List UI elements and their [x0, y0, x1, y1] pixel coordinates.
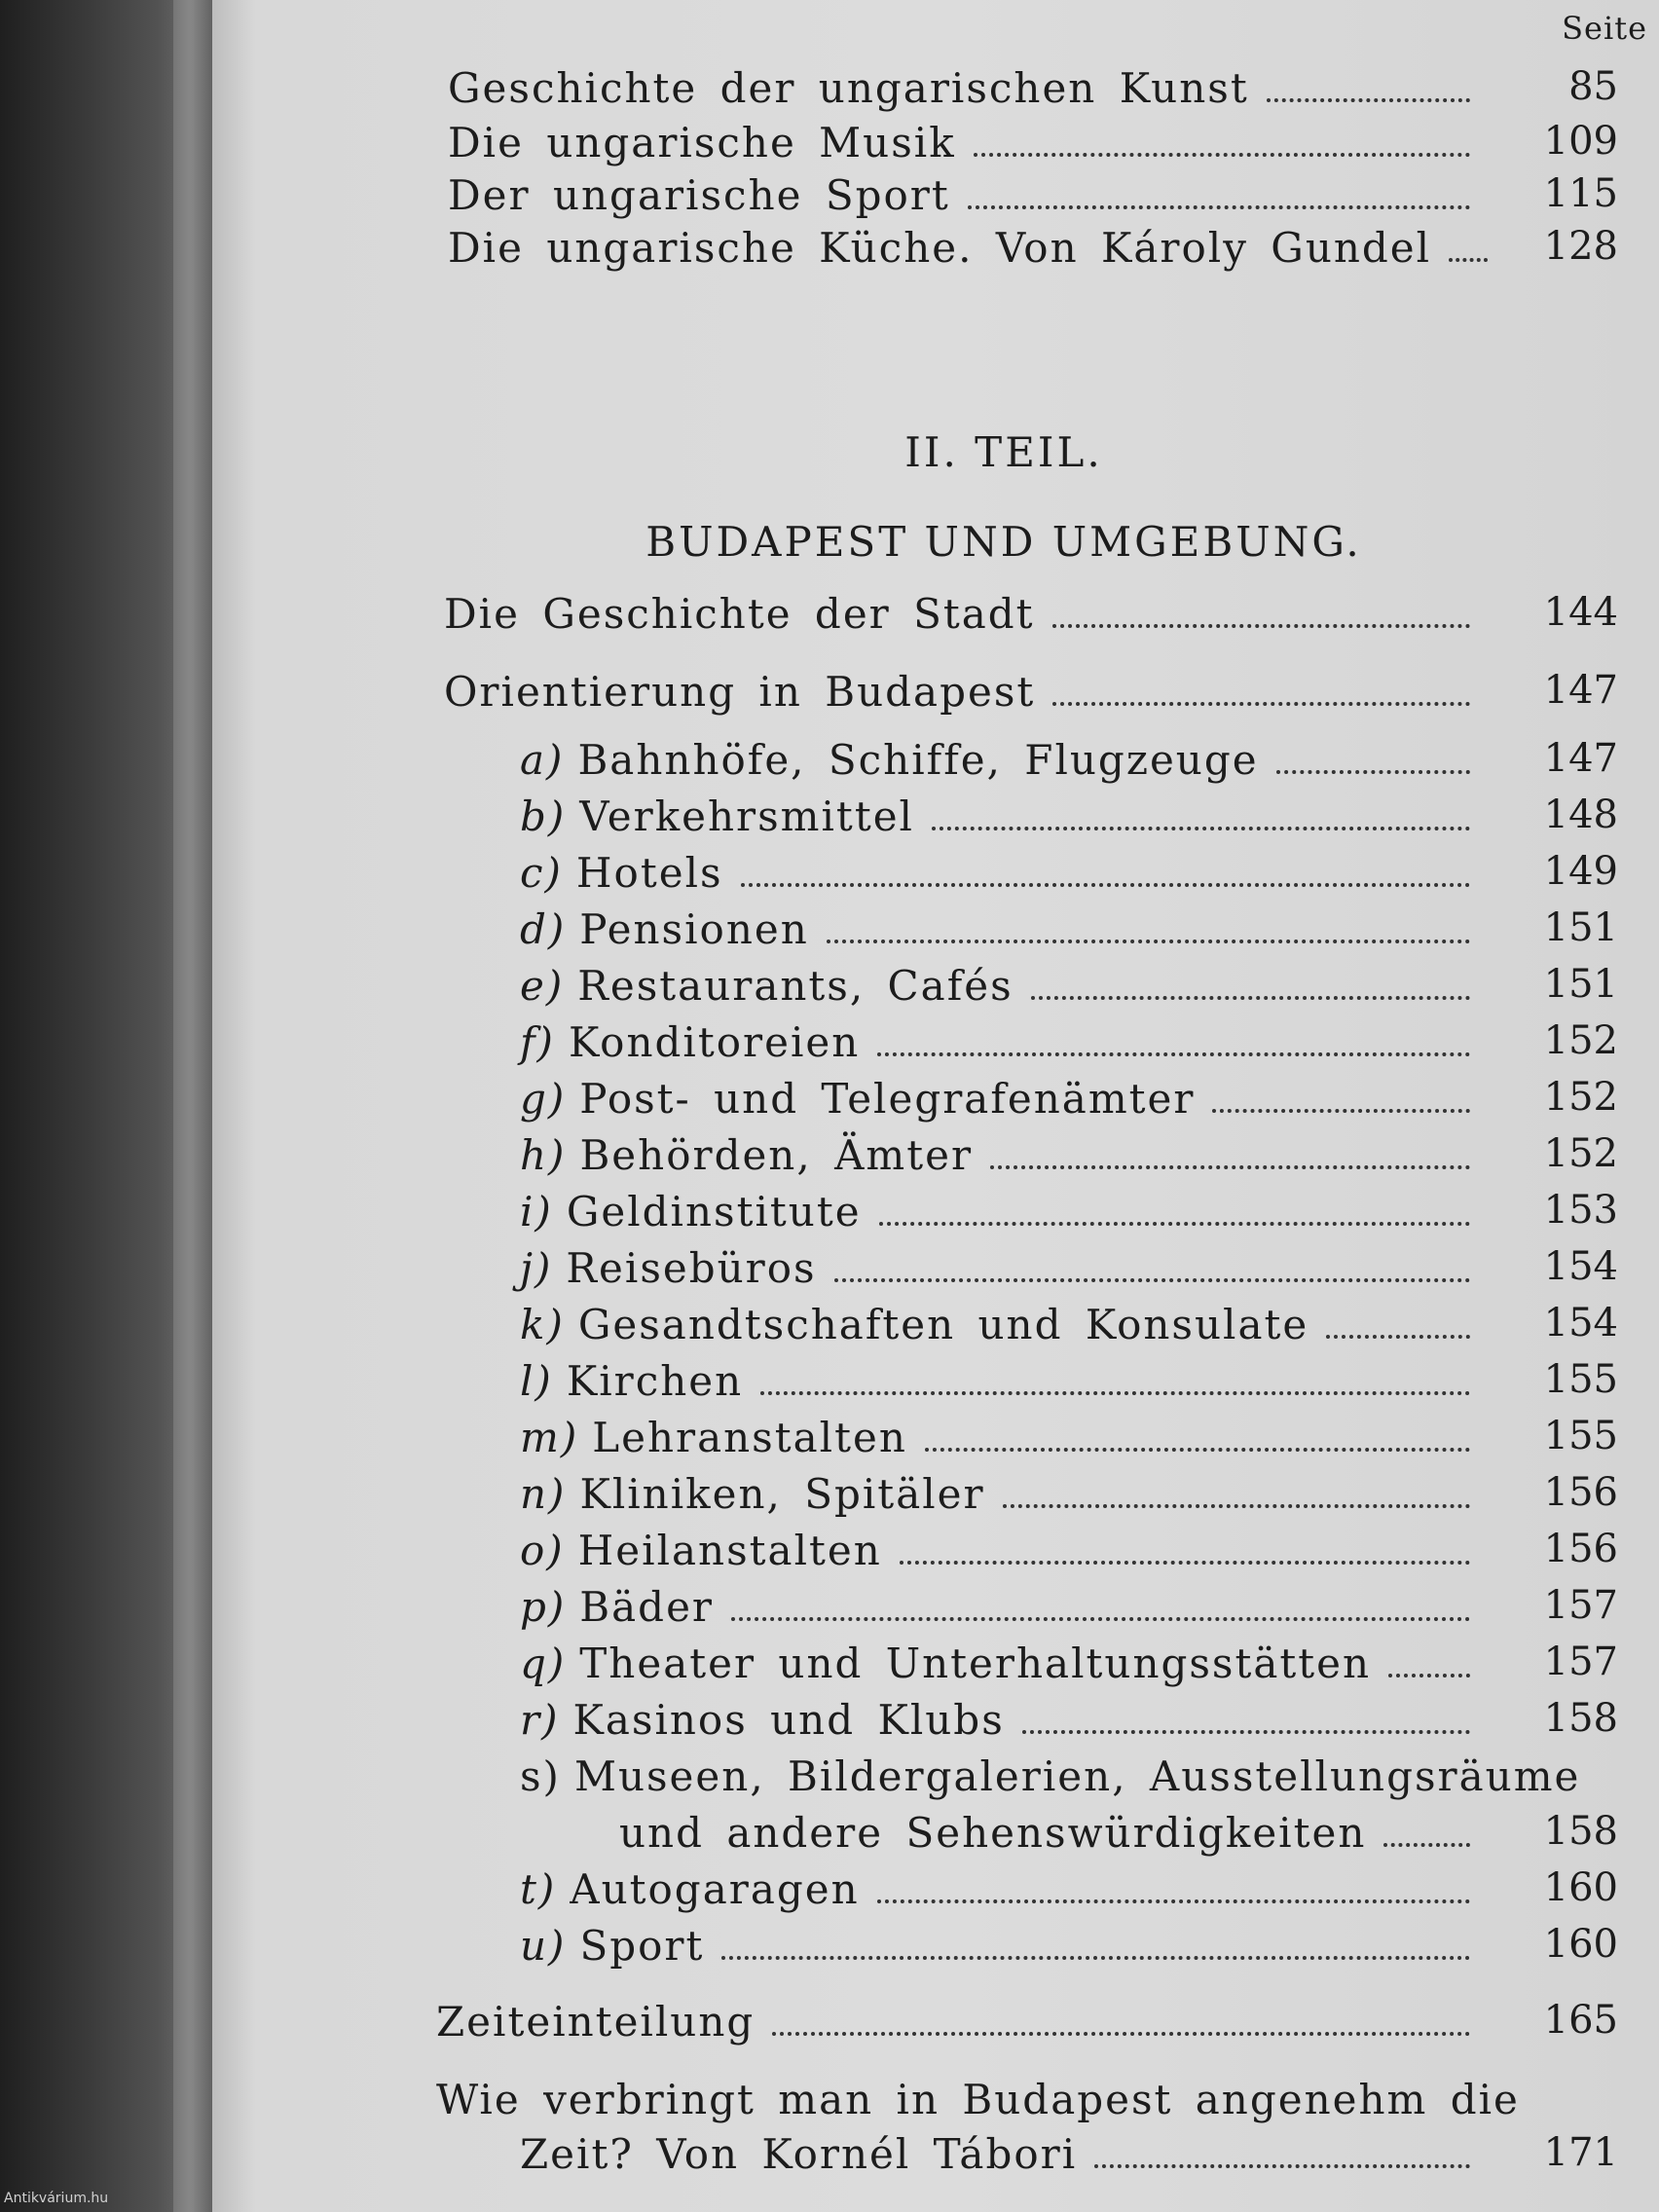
toc-line — [212, 1640, 1659, 1694]
entry-label: Reisebüros — [566, 1244, 817, 1292]
page-number: 148 — [1543, 793, 1618, 837]
toc-line — [212, 905, 1659, 960]
toc-line — [212, 668, 1659, 722]
toc-entry — [448, 64, 1484, 112]
entry-label: Museen, Bildergalerien, Ausstellungsräume — [573, 1752, 1581, 1800]
page-number: 165 — [1543, 1998, 1618, 2043]
entry-label: Geschichte der ungarischen Kunst — [448, 64, 1249, 112]
leader-dots — [772, 2032, 1470, 2036]
leader-dots — [877, 1052, 1470, 1056]
entry-letter: n) — [520, 1470, 567, 1518]
entry-letter: d) — [520, 905, 567, 953]
toc-entry — [520, 1357, 1484, 1405]
entry-label: Heilanstalten — [577, 1527, 882, 1574]
entry-letter: s) — [520, 1752, 561, 1800]
entry-letter: j) — [520, 1244, 553, 1292]
leader-dots — [1003, 1504, 1470, 1508]
page-number: 158 — [1543, 1809, 1618, 1854]
entry-label: Verkehrsmittel — [579, 793, 914, 840]
leader-dots — [932, 827, 1470, 830]
toc-line — [212, 64, 1659, 119]
entry-label: Kirchen — [566, 1357, 744, 1405]
entry-letter: r) — [520, 1696, 560, 1744]
leader-dots — [1031, 996, 1470, 1000]
entry-label: Pensionen — [579, 905, 809, 953]
entry-letter: a) — [520, 736, 565, 784]
leader-dots — [900, 1561, 1470, 1565]
leader-dots — [760, 1391, 1470, 1395]
toc-line — [212, 590, 1659, 645]
toc-entry — [520, 1131, 1484, 1179]
leader-dots — [974, 153, 1470, 157]
leader-dots — [741, 883, 1470, 887]
entry-letter: f) — [520, 1018, 555, 1066]
page-number: 144 — [1543, 590, 1618, 635]
leader-dots — [1094, 2164, 1470, 2168]
toc-entry — [520, 1301, 1484, 1348]
entry-label: Bäder — [579, 1583, 715, 1631]
leader-dots — [877, 1899, 1470, 1903]
toc-entry — [520, 1922, 1484, 1970]
toc-entry — [448, 224, 1484, 272]
part-subtitle: BUDAPEST UND UMGEBUNG. — [645, 518, 1362, 566]
toc-line — [212, 1075, 1659, 1129]
toc-line — [212, 1357, 1659, 1412]
page-number: 171 — [1543, 2130, 1618, 2175]
leader-dots — [1267, 98, 1470, 102]
toc-entry — [520, 1640, 1484, 1687]
entry-letter: e) — [520, 962, 565, 1010]
entry-label: Kliniken, Spitäler — [579, 1470, 985, 1518]
leader-dots — [827, 940, 1470, 943]
page-number: 152 — [1543, 1018, 1618, 1063]
leader-dots — [1212, 1109, 1470, 1113]
toc-line — [212, 1696, 1659, 1751]
entry-letter: q) — [520, 1640, 567, 1687]
toc-line — [212, 1244, 1659, 1299]
leader-dots — [1276, 770, 1470, 774]
leader-dots — [925, 1448, 1470, 1452]
toc-line — [212, 1583, 1659, 1638]
page-number: 128 — [1543, 224, 1618, 269]
entry-label: Post- und Telegrafenämter — [579, 1075, 1196, 1123]
toc-line — [212, 793, 1659, 847]
toc-line — [212, 1865, 1659, 1920]
page-number: 160 — [1543, 1865, 1618, 1910]
entry-letter: h) — [520, 1131, 567, 1179]
toc-line — [212, 2130, 1659, 2185]
toc-entry-last-line1: Wie verbringt man in Budapest angenehm die — [436, 2076, 1520, 2123]
entry-label: Bahnhöfe, Schiffe, Flugzeuge — [577, 736, 1259, 784]
leader-dots — [1449, 258, 1488, 262]
toc-line — [212, 224, 1659, 278]
page-number: 151 — [1543, 962, 1618, 1007]
entry-label: Lehranstalten — [592, 1414, 907, 1461]
entry-label: Zeit? Von Kornél Tábori — [520, 2130, 1078, 2178]
toc-entry — [520, 1470, 1484, 1518]
toc-entry — [520, 1527, 1484, 1574]
leader-dots — [1326, 1335, 1470, 1339]
entry-letter: b) — [520, 793, 567, 840]
entry-letter: i) — [520, 1188, 553, 1235]
toc-line — [212, 1414, 1659, 1468]
page-number: 115 — [1543, 171, 1618, 216]
toc-entry — [520, 1865, 1484, 1913]
entry-label: Autogaragen — [570, 1865, 860, 1913]
entry-label: Sport — [579, 1922, 705, 1970]
entry-letter: t) — [520, 1865, 557, 1913]
page-number: 152 — [1543, 1131, 1618, 1176]
entry-label: Die ungarische Küche. Von Károly Gundel — [448, 224, 1432, 272]
leader-dots — [721, 1956, 1470, 1960]
toc-entry — [444, 668, 1484, 716]
leader-dots — [1052, 624, 1470, 628]
toc-entry — [448, 119, 1484, 166]
toc-entry — [448, 171, 1484, 219]
leader-dots — [1022, 1730, 1470, 1734]
entry-letter: o) — [520, 1527, 565, 1574]
page-number: 155 — [1543, 1414, 1618, 1458]
toc-line — [212, 1998, 1659, 2052]
toc-entry — [520, 905, 1484, 953]
toc-line — [212, 962, 1659, 1016]
column-header-seite: Seite — [1562, 10, 1647, 47]
entry-label: Geldinstitute — [566, 1188, 862, 1235]
entry-letter: k) — [520, 1301, 565, 1348]
toc-line — [212, 1018, 1659, 1073]
toc-line — [212, 119, 1659, 173]
page-number: 149 — [1543, 849, 1618, 894]
toc-entry — [520, 1075, 1484, 1123]
page-number: 147 — [1543, 668, 1618, 713]
toc-line — [212, 1470, 1659, 1525]
leader-dots — [1383, 1843, 1470, 1847]
toc-entry — [520, 793, 1484, 840]
toc-entry — [619, 1809, 1484, 1857]
toc-line — [212, 736, 1659, 791]
entry-label: Theater und Unterhaltungsstätten — [579, 1640, 1372, 1687]
entry-label: Kasinos und Klubs — [572, 1696, 1005, 1744]
entry-label: Zeiteinteilung — [436, 1998, 756, 2046]
toc-line — [212, 849, 1659, 903]
entry-label: Restaurants, Cafés — [577, 962, 1014, 1010]
page-number: 160 — [1543, 1922, 1618, 1967]
toc-entry — [436, 1998, 1484, 2046]
leader-dots — [990, 1165, 1470, 1169]
page-number: 147 — [1543, 736, 1618, 781]
page-number: 157 — [1543, 1640, 1618, 1684]
entry-label: Die ungarische Musik — [448, 119, 956, 166]
toc-entry-s-line1 — [520, 1752, 1580, 1800]
entry-letter: m) — [520, 1414, 579, 1461]
page-number: 85 — [1568, 64, 1618, 109]
page-number: 157 — [1543, 1583, 1618, 1628]
page-number: 158 — [1543, 1696, 1618, 1741]
toc-entry — [520, 1583, 1484, 1631]
toc-entry — [520, 962, 1484, 1010]
entry-label: Behörden, Ämter — [579, 1131, 974, 1179]
entry-letter: l) — [520, 1357, 553, 1405]
page-number: 156 — [1543, 1470, 1618, 1515]
watermark: Antikvárium.hu — [4, 2191, 109, 2206]
toc-entry — [520, 1018, 1484, 1066]
page-number: 154 — [1543, 1301, 1618, 1346]
toc-entry — [520, 736, 1484, 784]
page-number: 151 — [1543, 905, 1618, 950]
entry-letter: c) — [520, 849, 563, 897]
toc-line — [212, 1188, 1659, 1242]
entry-label: Konditoreien — [568, 1018, 861, 1066]
toc-line — [212, 1527, 1659, 1581]
binding-edge — [173, 0, 212, 2212]
leader-dots — [834, 1278, 1470, 1282]
toc-line — [212, 171, 1659, 226]
entry-label: Orientierung in Budapest — [444, 668, 1036, 716]
page-number: 155 — [1543, 1357, 1618, 1402]
toc-line — [212, 1922, 1659, 1976]
entry-letter: p) — [520, 1583, 567, 1631]
leader-dots — [1052, 702, 1470, 706]
toc-entry — [520, 2130, 1484, 2178]
page-number: 154 — [1543, 1244, 1618, 1289]
entry-label: Gesandtschaften und Konsulate — [577, 1301, 1309, 1348]
leader-dots — [968, 205, 1470, 209]
toc-entry — [520, 1188, 1484, 1235]
entry-letter: g) — [520, 1075, 567, 1123]
entry-label: Die Geschichte der Stadt — [444, 590, 1035, 638]
entry-label: und andere Sehenswürdigkeiten — [619, 1809, 1367, 1857]
toc-line — [212, 1131, 1659, 1186]
leader-dots — [731, 1617, 1470, 1621]
toc-page — [212, 0, 1659, 2212]
toc-entry — [444, 590, 1484, 638]
toc-line — [212, 1301, 1659, 1355]
toc-entry — [520, 1244, 1484, 1292]
leader-dots — [879, 1222, 1470, 1226]
entry-label: Hotels — [575, 849, 723, 897]
toc-line — [212, 1809, 1659, 1863]
page-number: 156 — [1543, 1527, 1618, 1571]
page-number: 153 — [1543, 1188, 1618, 1233]
entry-letter: u) — [520, 1922, 567, 1970]
toc-entry — [520, 1696, 1484, 1744]
toc-entry — [520, 1414, 1484, 1461]
page-number: 109 — [1543, 119, 1618, 164]
page-number: 152 — [1543, 1075, 1618, 1120]
entry-label: Der ungarische Sport — [448, 171, 950, 219]
leader-dots — [1388, 1674, 1470, 1677]
toc-entry — [520, 849, 1484, 897]
part-title: II. TEIL. — [904, 428, 1103, 476]
